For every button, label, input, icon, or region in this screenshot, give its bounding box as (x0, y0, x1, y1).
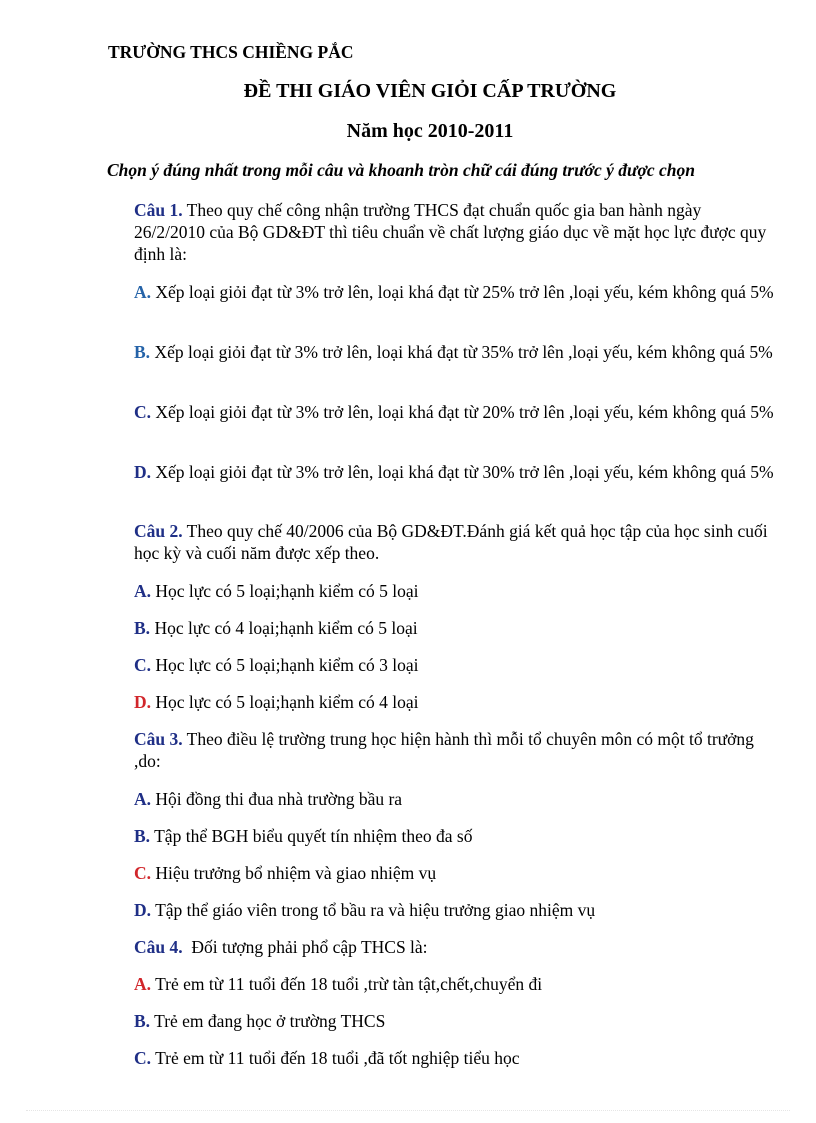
q2-option-d[interactable] (106, 691, 774, 713)
question-3 (106, 728, 774, 772)
question-1 (106, 199, 774, 265)
q1-option-d[interactable] (106, 461, 774, 483)
option-text: Trẻ em từ 11 tuổi đến 18 tuổi ,trừ tàn tật,chết,chuyển đi (151, 974, 543, 994)
option-text: Xếp loại giỏi đạt từ 3% trở lên, loại khá đạt từ 20% trở lên ,loại yếu, kém không quá 5% (151, 402, 774, 422)
q1-option-b[interactable] (106, 341, 774, 363)
q4-option-c[interactable] (106, 1047, 774, 1069)
q4-option-b[interactable] (106, 1010, 774, 1032)
q3-option-b[interactable] (106, 825, 774, 847)
option-text: Học lực có 4 loại;hạnh kiểm có 5 loại (150, 618, 418, 638)
q4-option-a[interactable] (106, 973, 774, 995)
instruction: Chọn ý đúng nhất trong mỗi câu và khoanh tròn chữ cái đúng trước ý được chọn (107, 160, 695, 180)
option-letter: C. (134, 1048, 152, 1068)
option-text: Xếp loại giỏi đạt từ 3% trở lên, loại khá đạt từ 35% trở lên ,loại yếu, kém không quá 5% (150, 342, 773, 362)
option-text: Trẻ em từ 11 tuổi đến 18 tuổi ,đã tốt nghiệp tiểu học (151, 1048, 520, 1068)
option-letter: D. (134, 462, 152, 482)
school-name: TRƯỜNG THCS CHIỀNG PẮC (108, 42, 354, 62)
option-text: Học lực có 5 loại;hạnh kiểm có 3 loại (151, 655, 419, 675)
option-letter: B. (134, 618, 151, 638)
question-label: Câu 1. (134, 200, 183, 220)
q2-option-c[interactable] (106, 654, 774, 676)
page-footer-divider (26, 1110, 790, 1111)
option-letter: C. (134, 402, 152, 422)
option-text: Hiệu trưởng bổ nhiệm và giao nhiệm vụ (151, 863, 437, 883)
question-label: Câu 4. (134, 937, 183, 957)
q3-option-c[interactable] (106, 862, 774, 884)
question-text: Đối tượng phải phổ cập THCS là: (182, 937, 428, 957)
option-text: Hội đồng thi đua nhà trường bầu ra (151, 789, 403, 809)
exam-title: ĐỀ THI GIÁO VIÊN GIỎI CẤP TRƯỜNG (243, 80, 617, 102)
option-text: Xếp loại giỏi đạt từ 3% trở lên, loại khá đạt từ 25% trở lên ,loại yếu, kém không quá 5% (151, 282, 774, 302)
option-text: Học lực có 5 loại;hạnh kiểm có 5 loại (151, 581, 419, 601)
question-label: Câu 2. (134, 521, 183, 541)
option-text: Học lực có 5 loại;hạnh kiểm có 4 loại (151, 692, 419, 712)
option-text: Tập thể BGH biểu quyết tín nhiệm theo đa số (150, 826, 473, 846)
q3-option-a[interactable] (106, 788, 774, 810)
option-letter: B. (134, 342, 151, 362)
option-letter: D. (134, 692, 152, 712)
question-2 (106, 520, 774, 564)
q2-option-a[interactable] (106, 580, 774, 602)
option-letter: A. (134, 282, 152, 302)
question-label: Câu 3. (134, 729, 183, 749)
option-letter: C. (134, 655, 152, 675)
option-letter: A. (134, 789, 152, 809)
option-letter: A. (134, 581, 152, 601)
q2-option-b[interactable] (106, 617, 774, 639)
question-4 (106, 936, 774, 958)
option-letter: B. (134, 826, 151, 846)
option-text: Tập thể giáo viên trong tổ bầu ra và hiệu trưởng giao nhiệm vụ (151, 900, 596, 920)
q1-option-c[interactable] (106, 401, 774, 423)
question-text: Theo điều lệ trường trung học hiện hành thì mỗi tổ chuyên môn có một tổ trưởng ,do: (134, 729, 754, 771)
option-letter: C. (134, 863, 152, 883)
school-year: Năm học 2010-2011 (346, 120, 514, 142)
option-text: Xếp loại giỏi đạt từ 3% trở lên, loại khá đạt từ 30% trở lên ,loại yếu, kém không quá 5% (151, 462, 774, 482)
question-text: Theo quy chế công nhận trường THCS đạt chuẩn quốc gia ban hành ngày 26/2/2010 của Bộ GD&ĐT thì tiêu chuẩn về chất lượng giáo dục về mặt học lực được quy định là: (134, 200, 767, 264)
option-letter: D. (134, 900, 152, 920)
q3-option-d[interactable] (106, 899, 774, 921)
option-letter: B. (134, 1011, 151, 1031)
option-text: Trẻ em đang học ở trường THCS (150, 1011, 386, 1031)
option-letter: A. (134, 974, 152, 994)
q1-option-a[interactable] (106, 281, 774, 303)
question-text: Theo quy chế 40/2006 của Bộ GD&ĐT.Đánh giá kết quả học tập của học sinh cuối học kỳ và cuối năm được xếp theo. (134, 521, 768, 563)
